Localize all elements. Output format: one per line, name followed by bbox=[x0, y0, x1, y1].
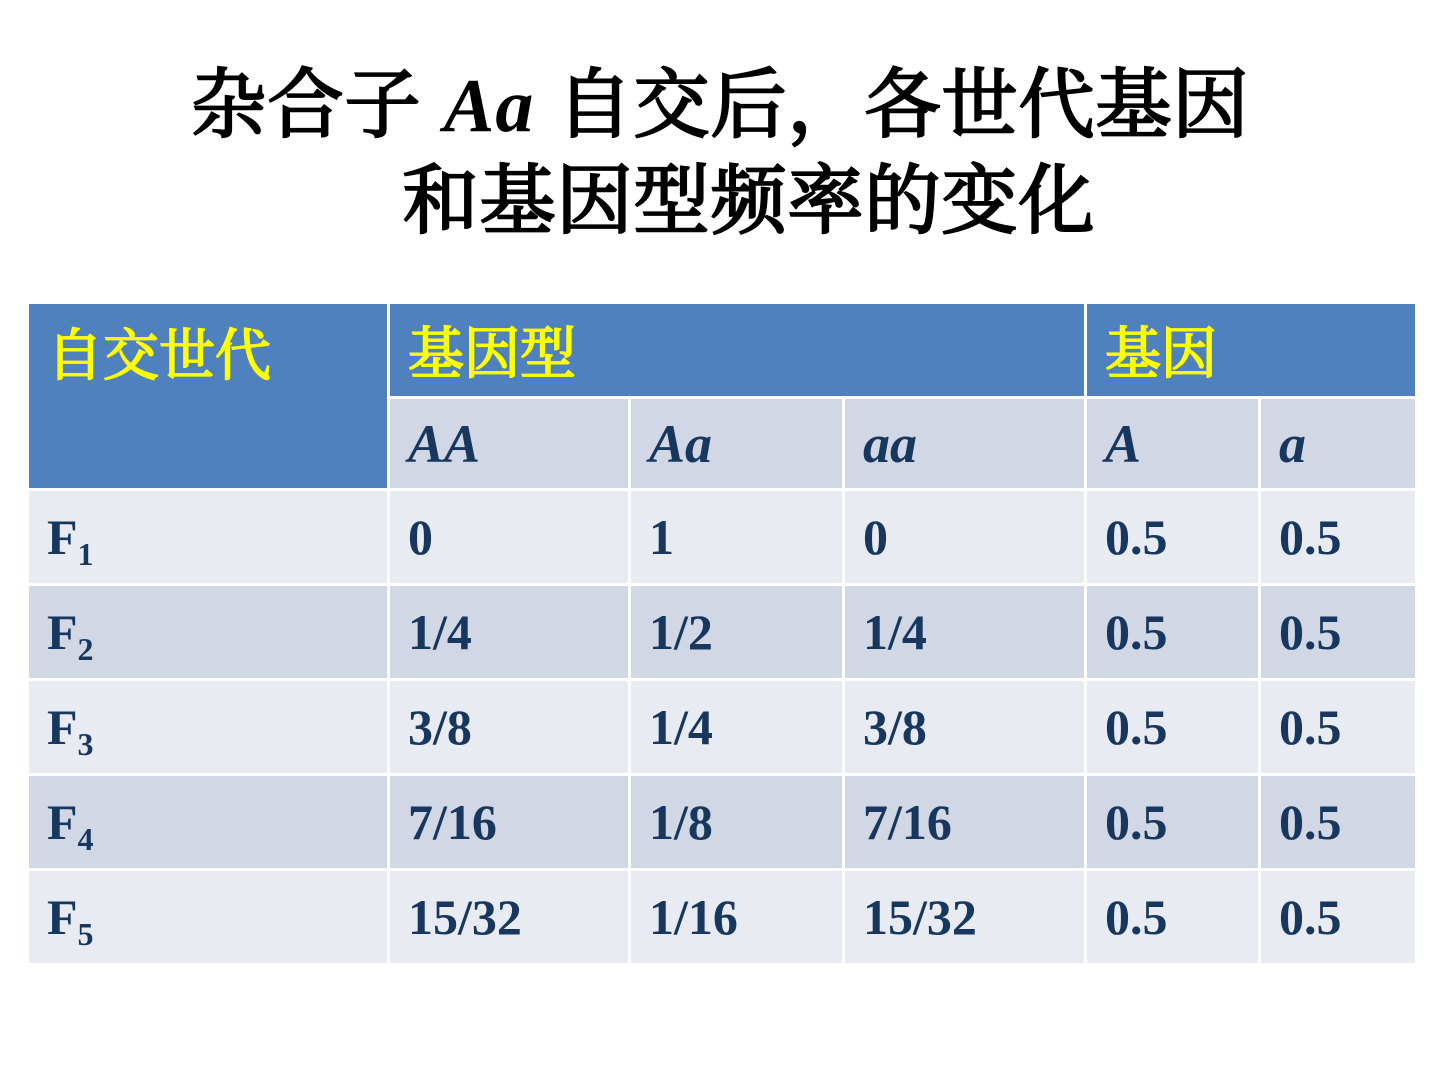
generation-letter: F bbox=[47, 889, 78, 945]
cell-f3-A: 0.5 bbox=[1086, 680, 1260, 775]
table-row-f4 bbox=[28, 775, 1417, 870]
generation-letter: F bbox=[47, 794, 78, 850]
cell-f4-AA: 7/16 bbox=[389, 775, 630, 870]
title-line-1 bbox=[0, 58, 1440, 154]
cell-f1-Aa: 1 bbox=[630, 490, 844, 585]
cell-f1-aa: 0 bbox=[844, 490, 1086, 585]
table-row-f1 bbox=[28, 490, 1417, 585]
header-col-AA: AA bbox=[389, 398, 630, 490]
generation-subscript: 5 bbox=[77, 916, 94, 952]
cell-f4-aa: 7/16 bbox=[844, 775, 1086, 870]
header-gene-group: 基因 bbox=[1086, 303, 1417, 398]
cell-f5-aa: 15/32 bbox=[844, 870, 1086, 965]
table-row-f5 bbox=[28, 870, 1417, 965]
slide-title bbox=[0, 58, 1440, 250]
cell-f3-a: 0.5 bbox=[1260, 680, 1417, 775]
title-line-2: 和基因型频率的变化 bbox=[402, 159, 1096, 244]
cell-f1-AA: 0 bbox=[389, 490, 630, 585]
cell-f1-a: 0.5 bbox=[1260, 490, 1417, 585]
header-col-aa: aa bbox=[844, 398, 1086, 490]
cell-f2-a: 0.5 bbox=[1260, 585, 1417, 680]
generation-letter: F bbox=[47, 604, 78, 660]
cell-f3-Aa: 1/4 bbox=[630, 680, 844, 775]
cell-f5-A: 0.5 bbox=[1086, 870, 1260, 965]
generation-subscript: 1 bbox=[77, 536, 94, 572]
generation-label-f5 bbox=[28, 870, 389, 965]
genotype-frequency-table bbox=[26, 301, 1418, 966]
cell-f4-A: 0.5 bbox=[1086, 775, 1260, 870]
cell-f5-AA: 15/32 bbox=[389, 870, 630, 965]
generation-label-f2 bbox=[28, 585, 389, 680]
generation-label-f3 bbox=[28, 680, 389, 775]
table-row-f2 bbox=[28, 585, 1417, 680]
cell-f2-AA: 1/4 bbox=[389, 585, 630, 680]
header-col-a: a bbox=[1260, 398, 1417, 490]
generation-subscript: 2 bbox=[77, 631, 94, 667]
header-genotype-group: 基因型 bbox=[389, 303, 1086, 398]
cell-f3-AA: 3/8 bbox=[389, 680, 630, 775]
generation-subscript: 4 bbox=[77, 821, 94, 857]
cell-f2-aa: 1/4 bbox=[844, 585, 1086, 680]
cell-f5-a: 0.5 bbox=[1260, 870, 1417, 965]
title-text-prefix: 杂合子 bbox=[190, 63, 444, 148]
cell-f4-Aa: 1/8 bbox=[630, 775, 844, 870]
title-gene-symbol: Aa bbox=[443, 64, 535, 148]
generation-label-f1 bbox=[28, 490, 389, 585]
cell-f2-A: 0.5 bbox=[1086, 585, 1260, 680]
table-header-group-row bbox=[28, 303, 1417, 398]
generation-subscript: 3 bbox=[77, 726, 94, 762]
title-text-suffix: 自交后，各世代基因 bbox=[534, 63, 1250, 148]
generation-label-f4 bbox=[28, 775, 389, 870]
cell-f5-Aa: 1/16 bbox=[630, 870, 844, 965]
header-col-A: A bbox=[1086, 398, 1260, 490]
generation-letter: F bbox=[47, 699, 78, 755]
cell-f2-Aa: 1/2 bbox=[630, 585, 844, 680]
header-self-cross-generation: 自交世代 bbox=[28, 303, 389, 490]
header-col-Aa: Aa bbox=[630, 398, 844, 490]
cell-f4-a: 0.5 bbox=[1260, 775, 1417, 870]
table-row-f3 bbox=[28, 680, 1417, 775]
cell-f3-aa: 3/8 bbox=[844, 680, 1086, 775]
cell-f1-A: 0.5 bbox=[1086, 490, 1260, 585]
generation-letter: F bbox=[47, 509, 78, 565]
